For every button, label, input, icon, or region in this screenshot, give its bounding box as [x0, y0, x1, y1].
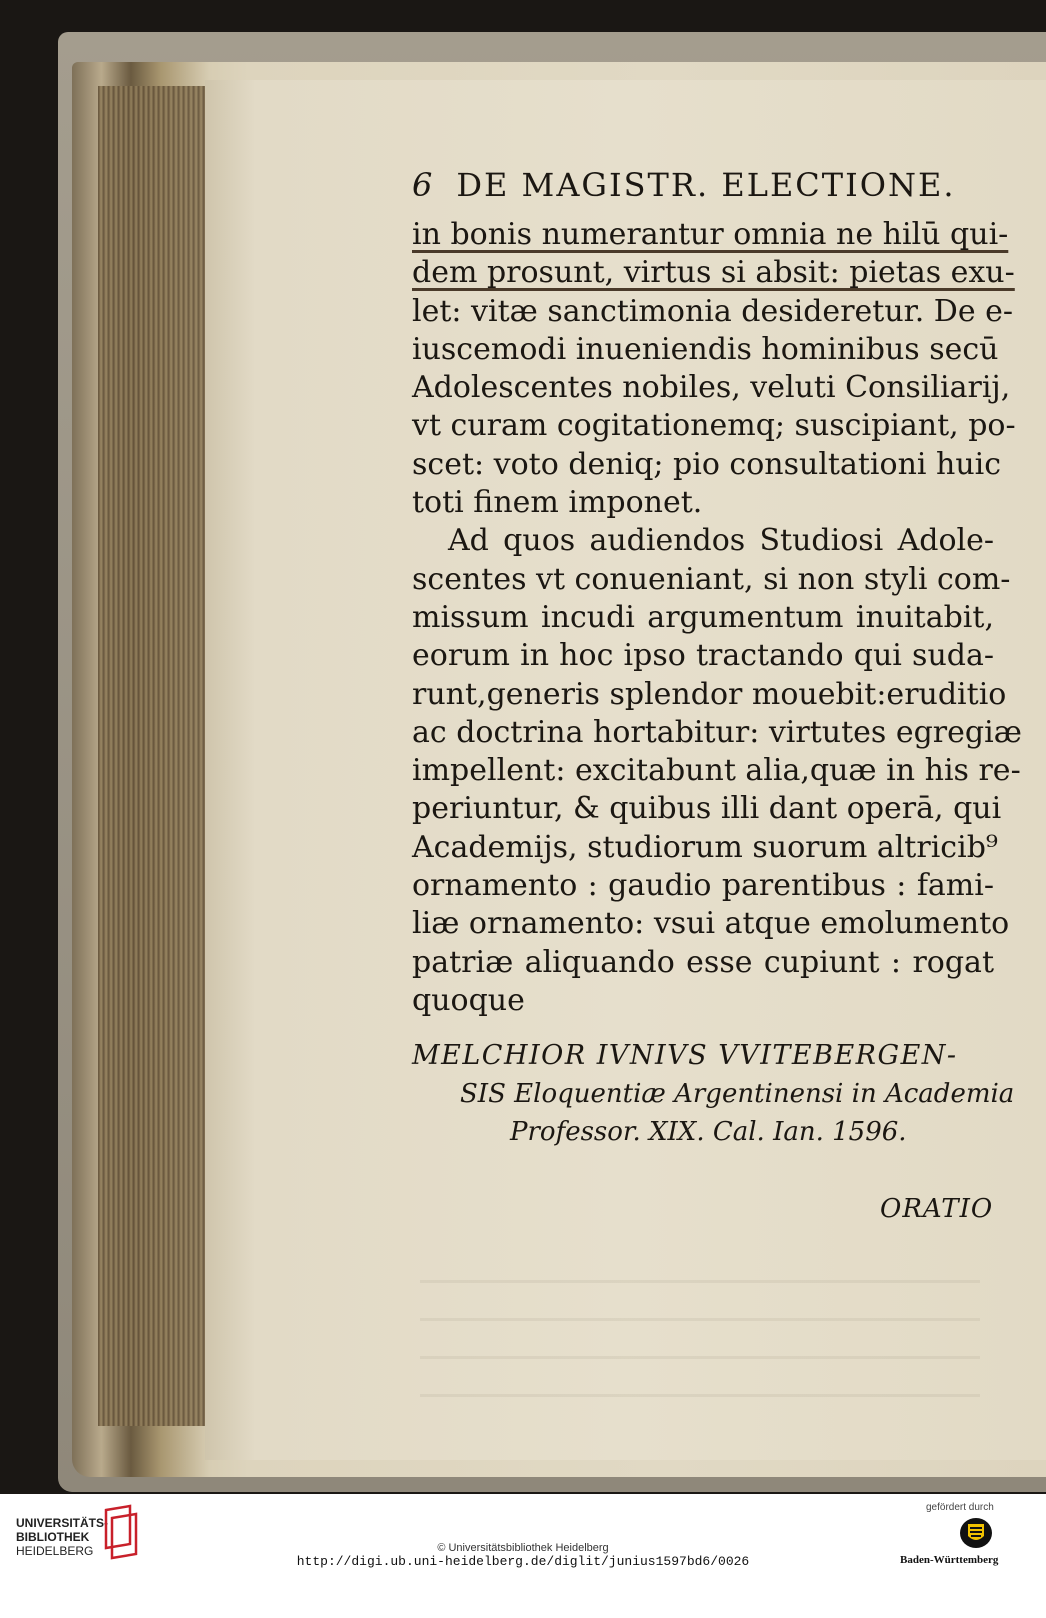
running-title: DE MAGISTR. ELECTIONE. [456, 166, 956, 204]
text-line: periuntur, & quibus illi dant operā, qui [412, 791, 1002, 827]
text-line: toti finem imponet. [412, 485, 703, 521]
show-through-text [420, 1280, 980, 1400]
page-fore-edge [98, 86, 208, 1426]
permalink-url[interactable]: http://digi.ub.uni-heidelberg.de/diglit/junius1597bd6/0026 [296, 1554, 750, 1569]
funded-by-label: gefördert durch [926, 1502, 994, 1513]
text-line: iuscemodi inueniendis hominibus secū [412, 331, 999, 367]
text-line: vt curam cogitationemq; suscipiant, po- [412, 408, 1016, 444]
catchword: ORATIO [880, 1194, 994, 1224]
running-head [412, 166, 972, 204]
text-line: scentes vt conueniant, si non styli com- [412, 561, 1011, 597]
speaker-title: SIS Eloquentiæ Argentinensi in Academia [460, 1079, 1015, 1109]
library-name[interactable]: UNIVERSITÄTS- BIBLIOTHEK HEIDELBERG [16, 1516, 109, 1558]
page-number: 6 [412, 166, 435, 204]
text-line: ac doctrina hortabitur: virtutes egregiæ [412, 714, 1022, 750]
text-line: Adolescentes nobiles, veluti Consiliarij, [412, 370, 1011, 406]
text-line: scet: voto deniq; pio consultationi huic [412, 446, 1002, 482]
text-line: eorum in hoc ipso tractando qui suda- [412, 638, 994, 674]
text-line: let: vitæ sanctimonia desideretur. De e- [412, 293, 1014, 329]
text-line: Academijs, studiorum suorum altricib⁹ [412, 829, 998, 865]
text-line: ornamento : gaudio parentibus : fami- [412, 868, 994, 904]
body-text [412, 216, 1022, 1020]
copyright-notice: © Universitätsbibliothek Heidelberg [437, 1542, 609, 1554]
footer-bar [0, 1494, 1046, 1618]
speaker-name: MELCHIOR IVNIVS VVITEBERGEN- [412, 1040, 958, 1071]
speaker-attribution [412, 1040, 1015, 1147]
text-line: quoque [412, 982, 525, 1018]
sponsor-name: Baden-Württemberg [900, 1554, 999, 1566]
speaker-date: Professor. XIX. Cal. Ian. 1596. [510, 1117, 907, 1147]
text-line: Ad quos audiendos Studiosi Adole- [448, 523, 994, 559]
text-line: liæ ornamento: vsui atque emolumento [412, 906, 1010, 942]
text-line: impellent: excitabunt alia,quæ in his re- [412, 753, 1021, 789]
text-line: patriæ aliquando esse cupiunt : rogat [412, 944, 994, 980]
text-line: runt,generis splendor mouebit:eruditio [412, 676, 1007, 712]
text-line: dem prosunt, virtus si absit: pietas exu- [412, 255, 1015, 291]
baden-wuerttemberg-crest-icon[interactable] [958, 1516, 994, 1550]
text-line: in bonis numerantur omnia ne hilū qui- [412, 217, 1009, 252]
text-line: missum incudi argumentum inuitabit, [412, 599, 994, 635]
